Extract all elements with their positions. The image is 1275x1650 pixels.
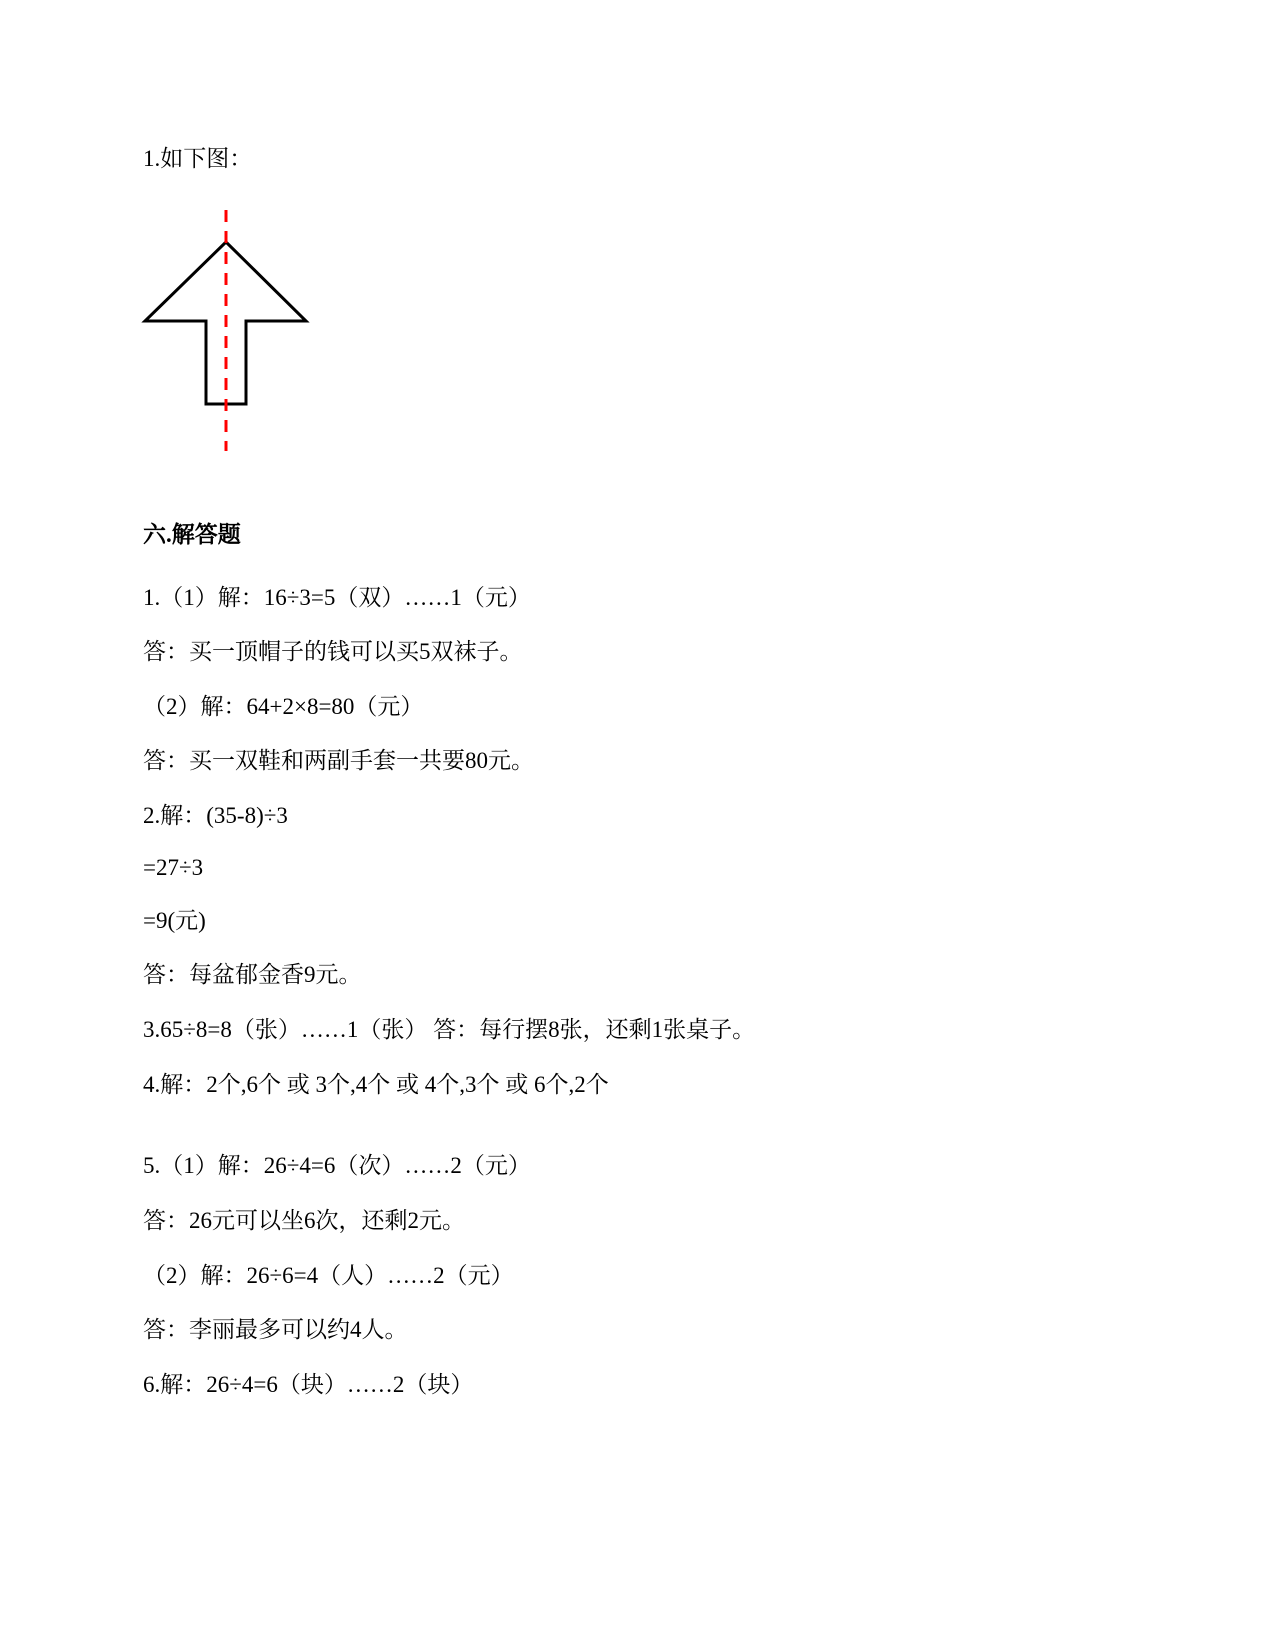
answer-line: （2）解：26÷6=4（人）……2（元） xyxy=(143,1263,514,1288)
answer-line: 4.解：2个,6个 或 3个,4个 或 4个,3个 或 6个,2个 xyxy=(143,1072,609,1097)
answer-line: 答：李丽最多可以约4人。 xyxy=(143,1317,408,1342)
arrow-symmetry-figure xyxy=(140,205,312,453)
answer-line: 答：买一双鞋和两副手套一共要80元。 xyxy=(143,748,534,773)
answer-line: 答：每盆郁金香9元。 xyxy=(143,962,362,987)
section-heading: 六.解答题 xyxy=(143,522,241,547)
answer-line: 2.解：(35-8)÷3 xyxy=(143,803,288,828)
answer-line: 1.（1）解：16÷3=5（双）……1（元） xyxy=(143,585,531,610)
figure-intro: 1.如下图： xyxy=(143,146,253,171)
answer-line: 答：26元可以坐6次，还剩2元。 xyxy=(143,1208,465,1233)
answer-line: 3.65÷8=8（张）……1（张） 答：每行摆8张，还剩1张桌子。 xyxy=(143,1017,756,1042)
answer-line: 答：买一顶帽子的钱可以买5双袜子。 xyxy=(143,639,523,664)
answer-line: =27÷3 xyxy=(143,855,204,880)
answer-line: 6.解：26÷4=6（块）……2（块） xyxy=(143,1372,474,1397)
answer-line: 5.（1）解：26÷4=6（次）……2（元） xyxy=(143,1153,531,1178)
answer-line: =9(元) xyxy=(143,908,206,933)
answer-line: （2）解：64+2×8=80（元） xyxy=(143,694,424,719)
